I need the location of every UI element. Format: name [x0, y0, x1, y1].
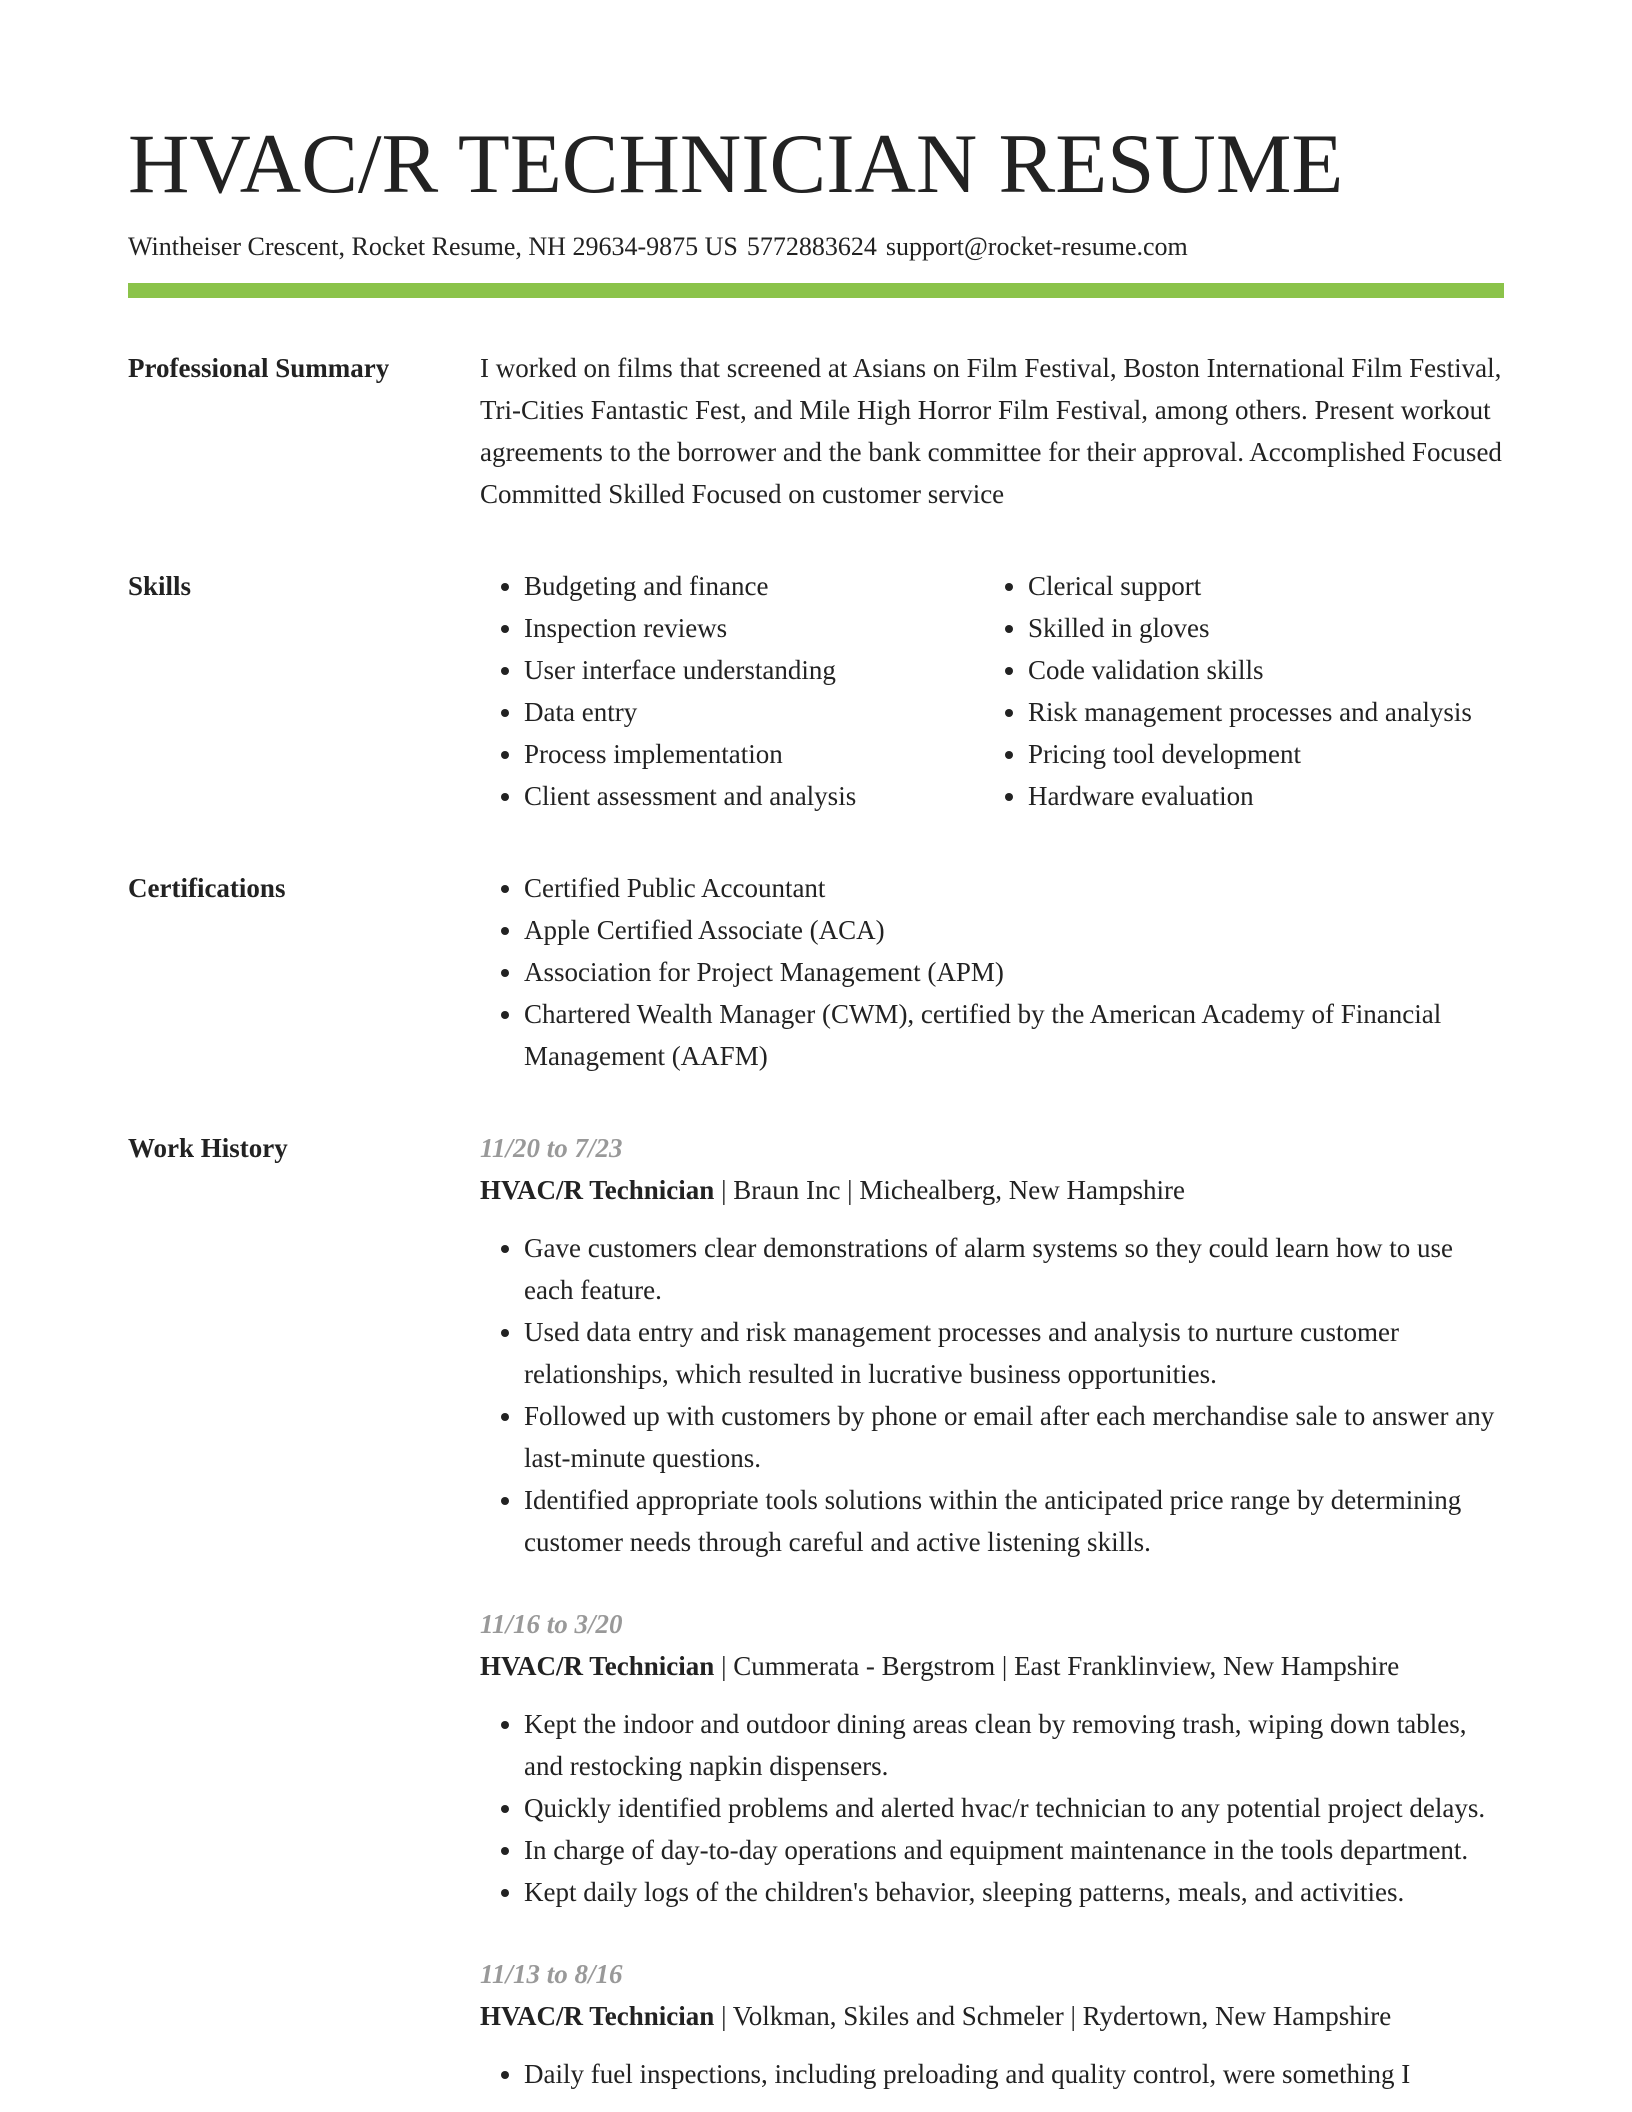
job-bullet: • Daily fuel inspections, including preloading and quality control, were something I — [524, 2053, 1504, 2095]
job-heading — [480, 1169, 1504, 1211]
contact-line — [128, 230, 1504, 264]
certification-item: • Certified Public Accountant — [524, 867, 1504, 909]
certification-item: • Apple Certified Associate (ACA) — [524, 909, 1504, 951]
skill-item: • User interface understanding — [524, 649, 1028, 691]
job-bullet: • Kept the indoor and outdoor dining areas clean by removing trash, wiping down tables, and restocking napkin dispensers. — [524, 1703, 1504, 1787]
header-divider — [128, 283, 1504, 298]
job-dates: 11/16 to 3/20 — [480, 1609, 623, 1640]
work-history-section — [128, 1127, 1504, 2095]
certifications-content — [480, 867, 1504, 1077]
skill-item: • Clerical support — [1028, 565, 1504, 607]
certification-item: • Chartered Wealth Manager (CWM), certified by the American Academy of Financial Management (AAFM) — [524, 993, 1504, 1077]
skill-item: • Process implementation — [524, 733, 1028, 775]
job-bullets — [480, 2053, 1504, 2095]
job-bullets — [480, 1227, 1504, 1563]
skills-content — [480, 565, 1504, 817]
job-dates: 11/13 to 8/16 — [480, 1959, 623, 1990]
skill-item: • Pricing tool development — [1028, 733, 1504, 775]
job-title: HVAC/R Technician — [480, 1175, 715, 1206]
job-bullet: • Quickly identified problems and alerted hvac/r technician to any potential project delays. — [524, 1787, 1504, 1829]
job-bullets — [480, 1703, 1504, 1913]
skill-item: • Budgeting and finance — [524, 565, 1028, 607]
skill-item: • Inspection reviews — [524, 607, 1028, 649]
skills-section — [128, 565, 1504, 817]
skills-label: Skills — [128, 571, 192, 602]
summary-content — [480, 347, 1504, 515]
skill-item: • Client assessment and analysis — [524, 775, 1028, 817]
job-bullet: • Followed up with customers by phone or email after each merchandise sale to answer any last-minute questions. — [524, 1395, 1504, 1479]
skill-item: • Skilled in gloves — [1028, 607, 1504, 649]
job-bullet: • In charge of day-to-day operations and equipment maintenance in the tools department. — [524, 1829, 1504, 1871]
contact-phone: 5772883624 — [746, 231, 877, 261]
job-heading — [480, 1645, 1504, 1687]
job-bullet: • Gave customers clear demonstrations of alarm systems so they could learn how to use each feature. — [524, 1227, 1504, 1311]
job-details: | Braun Inc | Michealberg, New Hampshire — [714, 1175, 1185, 1206]
job-entry — [480, 1603, 1504, 1913]
certifications-label: Certifications — [128, 873, 286, 904]
job-title: HVAC/R Technician — [480, 1651, 715, 1682]
contact-address: Wintheiser Crescent, Rocket Resume, NH 29634-9875 US — [128, 231, 738, 261]
certification-item: • Association for Project Management (APM) — [524, 951, 1504, 993]
contact-email: support@rocket-resume.com — [885, 231, 1188, 261]
skill-item: • Hardware evaluation — [1028, 775, 1504, 817]
certifications-list — [480, 867, 1504, 1077]
job-title: HVAC/R Technician — [480, 2001, 715, 2032]
skill-item: • Risk management processes and analysis — [1028, 691, 1504, 733]
job-bullet: • Used data entry and risk management processes and analysis to nurture customer relationships, which resulted in lucrative business opportunities. — [524, 1311, 1504, 1395]
job-entry — [480, 1127, 1504, 1563]
job-details: | Cummerata - Bergstrom | East Franklinview, New Hampshire — [714, 1651, 1400, 1682]
job-dates: 11/20 to 7/23 — [480, 1133, 623, 1164]
skill-item: • Code validation skills — [1028, 649, 1504, 691]
job-bullet: • Identified appropriate tools solutions within the anticipated price range by determining customer needs through careful and active listening skills. — [524, 1479, 1504, 1563]
job-heading — [480, 1995, 1504, 2037]
summary-text: I worked on films that screened at Asians on Film Festival, Boston International Film Festival, Tri-Cities Fantastic Fest, and Mile High Horror Film Festival, among others. Present workout agreements to the borrower and the bank committee for their approval. Accomplished Focused Committed Skilled Focused on customer service — [480, 353, 1502, 510]
job-details: | Volkman, Skiles and Schmeler | Rydertown, New Hampshire — [714, 2001, 1392, 2032]
skill-item: • Data entry — [524, 691, 1028, 733]
work-history-label: Work History — [128, 1133, 288, 1164]
job-entry — [480, 1953, 1504, 2095]
summary-label: Professional Summary — [128, 353, 390, 384]
skills-list — [480, 565, 1504, 817]
job-bullet: • Kept daily logs of the children's behavior, sleeping patterns, meals, and activities. — [524, 1871, 1504, 1913]
resume-title: HVAC/R TECHNICIAN RESUME — [128, 117, 1344, 211]
certifications-section — [128, 867, 1504, 1077]
work-history-content — [480, 1127, 1504, 2095]
summary-section — [128, 347, 1504, 515]
